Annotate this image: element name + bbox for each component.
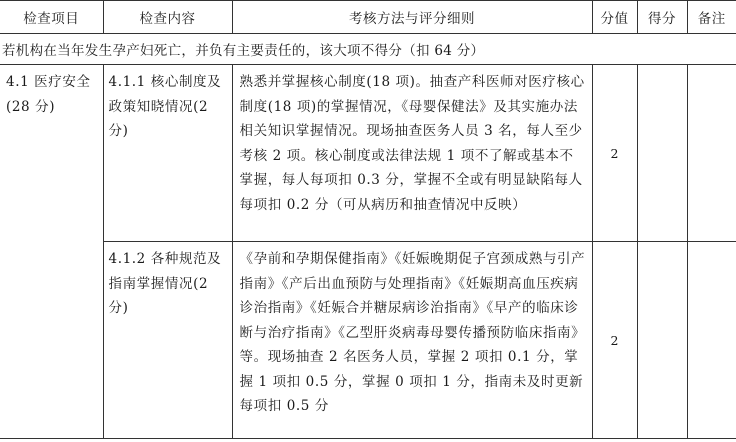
table-header-row bbox=[0, 1, 736, 34]
notice-row bbox=[0, 34, 736, 65]
header-score: 分值 bbox=[592, 1, 637, 34]
got-cell bbox=[637, 65, 687, 242]
method-cell bbox=[232, 242, 592, 439]
method-cell bbox=[232, 65, 592, 242]
header-method: 考核方法与评分细则 bbox=[232, 1, 592, 34]
method-text: 《孕前和孕期保健指南》《妊娠晚期促子宫颈成熟与引产指南》《产后出血预防与处理指南》《妊娠期高血压疾病诊治指南》《妊娠合并糖尿病诊治指南》《早产的临床诊断与治疗指南》《乙型肝炎病毒母婴传播预防临床指南》等。现场抽查 2 名医务人员，掌握 2 项扣 0.1 分，掌握 1 项扣 0.5 分，掌握 0 项扣 1 分，指南未及时更新每项扣 0.5 分 bbox=[239, 251, 586, 414]
item-cell bbox=[0, 65, 103, 439]
header-remark: 备注 bbox=[687, 1, 736, 34]
header-got: 得分 bbox=[637, 1, 687, 34]
content-cell bbox=[103, 65, 232, 242]
remark-cell bbox=[687, 65, 736, 242]
score-cell: 2 bbox=[592, 65, 637, 242]
table-row bbox=[0, 65, 736, 242]
table-row bbox=[0, 242, 736, 439]
header-content: 检查内容 bbox=[103, 1, 232, 34]
score-cell: 2 bbox=[592, 242, 637, 439]
method-text: 熟悉并掌握核心制度(18 项)。抽查产科医师对医疗核心制度(18 项)的掌握情况，《母婴保健法》及其实施办法相关知识掌握情况。现场抽查医务人员 3 名，每人至少考核 2 项。核心制度或法律法规 1 项不了解或基本不掌握，每人每项扣 0.3 分，掌握不全或有明显缺陷每人每项扣 0.2 分（可从病历和抽查情况中反映） bbox=[239, 74, 585, 213]
content-text: 4.1.1 核心制度及政策知晓情况(2 分) bbox=[108, 74, 222, 139]
item-text: 4.1 医疗安全(28 分) bbox=[6, 74, 91, 115]
notice-text: 若机构在当年发生孕产妇死亡，并负有主要责任的，该大项不得分（扣 64 分） bbox=[0, 34, 736, 65]
header-item: 检查项目 bbox=[0, 1, 103, 34]
content-cell bbox=[103, 242, 232, 439]
got-cell bbox=[637, 242, 687, 439]
content-text: 4.1.2 各种规范及指南掌握情况(2 分) bbox=[108, 251, 222, 316]
remark-cell bbox=[687, 242, 736, 439]
